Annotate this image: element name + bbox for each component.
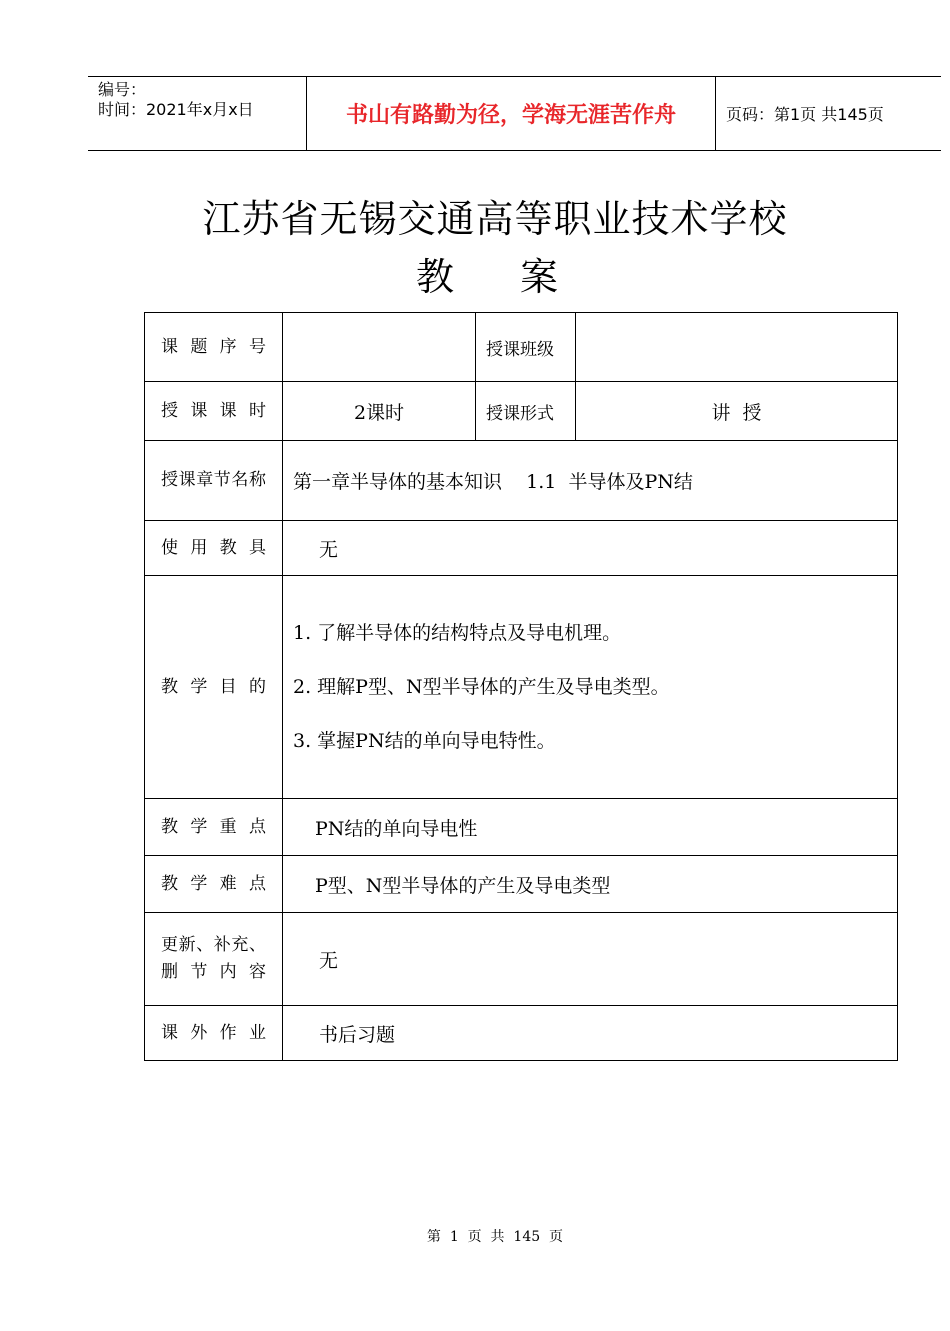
goals-list xyxy=(283,606,897,768)
label-chapter: 授课章节名称 xyxy=(145,441,283,521)
time-label: 时间：2021年x月x日 xyxy=(98,100,254,119)
value-form: 讲 授 xyxy=(576,382,898,441)
label-hours: 授课课时 xyxy=(145,382,283,441)
value-class xyxy=(576,313,898,382)
value-hours: 2课时 xyxy=(283,382,476,441)
row-hours xyxy=(145,382,898,441)
label-updates: 更新、补充、删节内容 xyxy=(145,913,283,1006)
header-left-cell xyxy=(88,77,307,150)
label-class: 授课班级 xyxy=(476,313,576,382)
row-tools xyxy=(145,521,898,576)
label-course-no: 课题序号 xyxy=(145,313,283,382)
header-strip xyxy=(88,76,941,151)
value-goals xyxy=(283,576,898,799)
lesson-plan-table xyxy=(144,312,898,1061)
row-goals xyxy=(145,576,898,799)
goal-item: 1. 了解半导体的结构特点及导电机理。 xyxy=(293,622,622,644)
school-title: 江苏省无锡交通高等职业技术学校 xyxy=(202,197,788,241)
value-difficulties: P型、N型半导体的产生及导电类型 xyxy=(283,856,898,913)
label-homework: 课外作业 xyxy=(145,1006,283,1061)
page-footer: 第 1 页 共 145 页 xyxy=(426,1229,564,1245)
value-tools: 无 xyxy=(283,521,898,576)
motto-text: 书山有路勤为径，学海无涯苦作舟 xyxy=(345,103,676,128)
row-homework xyxy=(145,1006,898,1061)
value-homework: 书后习题 xyxy=(283,1006,898,1061)
goal-item: 2. 理解P型、N型半导体的产生及导电类型。 xyxy=(293,676,670,698)
document-title: 教案 xyxy=(415,255,624,299)
goal-item: 3. 掌握PN结的单向导电特性。 xyxy=(293,730,556,752)
row-updates xyxy=(145,913,898,1006)
row-course-no xyxy=(145,313,898,382)
label-key-points: 教学重点 xyxy=(145,799,283,856)
code-label: 编号： xyxy=(98,80,147,99)
header-motto-cell xyxy=(307,77,716,150)
page-info: 页码：第1页 共145页 xyxy=(726,105,884,124)
value-course-no xyxy=(283,313,476,382)
row-key-points xyxy=(145,799,898,856)
label-goals: 教学目的 xyxy=(145,576,283,799)
row-difficulties xyxy=(145,856,898,913)
label-tools: 使用教具 xyxy=(145,521,283,576)
label-difficulties: 教学难点 xyxy=(145,856,283,913)
value-chapter: 第一章半导体的基本知识 1.1 半导体及PN结 xyxy=(283,441,898,521)
row-chapter xyxy=(145,441,898,521)
label-form: 授课形式 xyxy=(476,382,576,441)
value-key-points: PN结的单向导电性 xyxy=(283,799,898,856)
value-updates: 无 xyxy=(283,913,898,1006)
